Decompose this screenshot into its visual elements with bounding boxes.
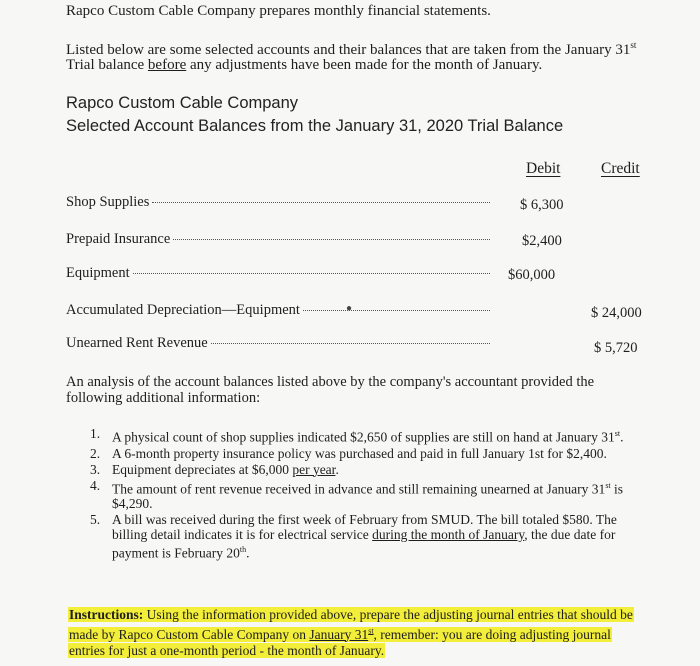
note-superscript: st: [614, 429, 621, 438]
instructions-highlight: [68, 607, 634, 658]
instructions-text-pre: Using the information provided above, prepare the adjusting journal entries that should be made by Rapco Custom Cable Company on: [69, 607, 633, 642]
note-superscript: th: [239, 545, 247, 554]
note-end: is $4,290.: [112, 481, 624, 511]
page-title: Selected Account Balances from the January 31, 2020 Trial Balance: [66, 117, 564, 135]
list-item: [90, 426, 650, 445]
list-item: [90, 512, 650, 561]
account-row: [66, 265, 490, 282]
instructions-date: January 31: [309, 626, 369, 642]
dot-leader: [152, 201, 490, 203]
note-end: .: [246, 545, 250, 561]
credit-amount: $ 5,720: [594, 340, 638, 356]
dot-leader: [303, 309, 490, 311]
intro-text: Listed below are some selected accounts and their balances that are taken from the January 31: [66, 42, 631, 58]
analysis-paragraph: An analysis of the account balances listed above by the company's accountant provided the following additional information:: [66, 374, 595, 406]
debit-column-header: Debit: [526, 160, 561, 177]
intro-text-pre: Trial balance: [66, 57, 148, 73]
debit-amount: $2,400: [522, 233, 562, 249]
dot-leader: [211, 342, 490, 344]
cursor-dot: ●: [346, 303, 353, 314]
account-row: [66, 302, 490, 319]
account-name: Accumulated Depreciation—Equipment: [66, 302, 300, 318]
list-number: 4.: [90, 477, 101, 493]
account-name: Shop Supplies: [66, 194, 150, 210]
dot-leader: [133, 272, 490, 274]
instructions-superscript: st: [368, 626, 374, 635]
credit-amount: $ 24,000: [591, 305, 642, 321]
account-name: Prepaid Insurance: [66, 231, 171, 247]
dot-leader: [173, 238, 490, 240]
account-row: [66, 194, 490, 211]
note-superscript: st: [605, 480, 611, 490]
note-underlined: during the month of January: [372, 527, 525, 542]
list-number: 2.: [90, 445, 101, 461]
note-end: .: [620, 429, 624, 445]
instructions-paragraph: [68, 607, 634, 659]
credit-column-header: Credit: [601, 160, 640, 177]
note-end: .: [335, 461, 339, 477]
intro-paragraph-line-2: [66, 57, 542, 74]
account-name: Equipment: [66, 265, 130, 281]
company-name: Rapco Custom Cable Company: [66, 94, 299, 112]
note-underlined: per year: [292, 461, 336, 477]
list-number: 3.: [90, 461, 101, 477]
account-name: Unearned Rent Revenue: [66, 335, 208, 351]
debit-amount: $60,000: [508, 267, 556, 283]
note-text: The amount of rent revenue received in advance and still remaining unearned at January 31: [112, 481, 606, 496]
list-number: 1.: [90, 426, 101, 441]
account-row: [66, 231, 490, 248]
instructions-label: Instructions:: [69, 607, 144, 622]
list-number: 5.: [90, 512, 101, 527]
intro-sentence: Rapco Custom Cable Company prepares monthly financial statements.: [66, 3, 491, 19]
instructions-text-post: , remember: you are doing adjusting journal entries for just a one-month period - the month of January.: [69, 626, 611, 658]
note-text: Equipment depreciates at $6,000: [112, 461, 293, 477]
list-item: [90, 446, 650, 461]
note-text: A physical count of shop supplies indicated $2,650 of supplies are still on hand at January 31: [112, 429, 615, 445]
account-row: [66, 335, 490, 352]
list-item: [90, 478, 650, 512]
note-text-mid: , the due date for payment is February 20: [112, 527, 616, 561]
list-item: [90, 462, 650, 477]
note-text: A bill was received during the first week of February from SMUD. The bill totaled $580. The billing detail indicates it is for electrical service: [112, 512, 617, 542]
intro-text-post: any adjustments have been made for the month of January.: [186, 57, 543, 73]
intro-superscript: st: [630, 40, 637, 50]
note-text: A 6-month property insurance policy was purchased and paid in full January 1st for $2,400.: [112, 445, 607, 461]
additional-information-list: [90, 426, 650, 562]
debit-amount: $ 6,300: [520, 197, 564, 213]
intro-emphasis-before: before: [147, 57, 187, 73]
